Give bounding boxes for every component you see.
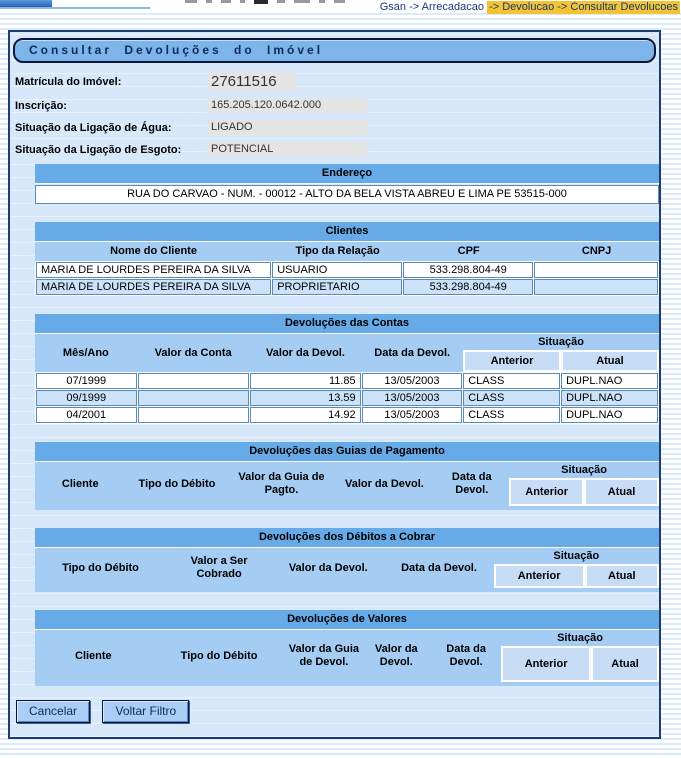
column-header: Cliente — [61, 477, 99, 490]
column-header: Valor da Devol. — [374, 643, 418, 668]
table-cell: 533.298.804-49 — [403, 262, 533, 278]
devolucoes-valores-title: Devoluções de Valores — [35, 610, 659, 630]
devolucoes-guias-title: Devoluções das Guias de Pagamento — [35, 442, 659, 462]
table-cell: 13/05/2003 — [362, 373, 463, 389]
devolucoes-debitos-section — [35, 528, 659, 592]
table-cell: DUPL.NAO — [561, 373, 658, 389]
cancelar-button[interactable]: Cancelar — [16, 700, 90, 723]
table-cell: DUPL.NAO — [561, 390, 658, 406]
situacao-header-group — [501, 630, 659, 682]
table-cell: PROPRIETARIO — [272, 279, 402, 295]
devolucoes-valores-header-row — [35, 630, 659, 686]
ligacao-esgoto-row — [15, 142, 659, 157]
situacao-label: Situação — [557, 632, 603, 644]
ligacao-agua-value: LIGADO — [207, 120, 367, 135]
devolucoes-valores-section — [35, 610, 659, 686]
table-cell: USUARIO — [272, 262, 402, 278]
endereco-section — [35, 164, 659, 204]
table-cell — [138, 407, 250, 423]
inscricao-value: 165.205.120.0642.000 — [207, 98, 367, 113]
situacao-label: Situação — [538, 336, 584, 348]
column-header: Tipo da Relação — [295, 245, 380, 257]
column-header: Data da Devol. — [374, 346, 451, 359]
table-cell — [534, 262, 658, 278]
situacao-anterior-header: Anterior — [501, 646, 591, 682]
table-row — [36, 262, 658, 278]
table-cell: 13.59 — [250, 390, 360, 406]
endereco-title: Endereço — [35, 164, 659, 184]
table-cell: CLASS — [463, 390, 560, 406]
devolucoes-contas-header-row — [35, 334, 659, 372]
devolucoes-contas-section — [35, 314, 659, 424]
situacao-atual-header: Atual — [585, 564, 659, 588]
column-header: Data da Devol. — [446, 643, 487, 668]
situacao-header-group — [463, 334, 659, 372]
table-row — [36, 279, 658, 295]
ligacao-esgoto-label: Situação da Ligação de Esgoto: — [15, 143, 182, 156]
table-cell: 13/05/2003 — [362, 407, 463, 423]
devolucoes-debitos-title: Devoluções dos Débitos a Cobrar — [35, 528, 659, 548]
situacao-label: Situação — [553, 550, 600, 562]
clipped-menubar-remnant — [185, 0, 345, 4]
devolucoes-contas-table — [35, 372, 659, 424]
column-header: Cliente — [75, 649, 112, 662]
action-buttons — [16, 700, 659, 723]
table-cell: 533.298.804-49 — [403, 279, 533, 295]
inscricao-label: Inscrição: — [15, 99, 67, 112]
column-header: Valor da Guia de Devol. — [288, 643, 360, 668]
table-cell: CLASS — [463, 373, 560, 389]
clientes-section — [35, 222, 659, 296]
table-cell: 07/1999 — [36, 373, 137, 389]
breadcrumb-path[interactable]: Gsan -> Arrecadacao — [379, 1, 488, 13]
table-cell: 09/1999 — [36, 390, 137, 406]
table-row — [36, 390, 658, 406]
column-header: Valor da Guia de Pagto. — [238, 471, 325, 496]
column-header: Tipo do Débito — [180, 649, 258, 662]
situacao-atual-header: Atual — [584, 478, 659, 506]
matricula-label: Matrícula do Imóvel: — [15, 75, 122, 88]
situacao-anterior-header: Anterior — [463, 350, 561, 372]
table-cell — [138, 373, 250, 389]
table-cell — [534, 279, 658, 295]
ligacao-agua-label: Situação da Ligação de Água: — [15, 121, 172, 134]
situacao-header-group — [494, 548, 659, 588]
column-header: Valor da Devol. — [266, 346, 345, 359]
voltar-filtro-button[interactable]: Voltar Filtro — [102, 700, 189, 723]
column-header: Valor a Ser Cobrado — [190, 555, 248, 580]
table-cell: MARIA DE LOURDES PEREIRA DA SILVA — [36, 262, 271, 278]
column-header: Tipo do Débito — [138, 477, 216, 490]
ligacao-esgoto-value: POTENCIAL — [207, 142, 367, 157]
column-header: Mês/Ano — [62, 346, 109, 359]
table-cell: DUPL.NAO — [561, 407, 658, 423]
column-header: Nome do Cliente — [110, 245, 197, 257]
main-panel — [8, 30, 661, 739]
endereco-value: RUA DO CARVAO - NUM. - 00012 - ALTO DA BELA VISTA ABREU E LIMA PE 53515-000 — [35, 185, 659, 204]
table-row — [36, 373, 658, 389]
column-header: Valor da Devol. — [288, 561, 368, 574]
matricula-value: 27611516 — [207, 72, 297, 91]
table-cell: 14.92 — [250, 407, 360, 423]
clientes-table — [35, 261, 659, 296]
inscricao-row — [15, 98, 659, 113]
column-header: Valor da Conta — [154, 346, 232, 359]
ligacao-agua-row — [15, 120, 659, 135]
clientes-header-row — [35, 242, 659, 261]
situacao-atual-header: Atual — [561, 350, 659, 372]
table-cell: CLASS — [463, 407, 560, 423]
situacao-atual-header: Atual — [591, 646, 659, 682]
devolucoes-debitos-header-row — [35, 548, 659, 592]
page-title: Consultar Devoluções do Imóvel — [13, 38, 656, 63]
situacao-anterior-header: Anterior — [509, 478, 584, 506]
table-cell: 04/2001 — [36, 407, 137, 423]
column-header: CPF — [457, 245, 480, 257]
table-cell: 11.85 — [250, 373, 360, 389]
table-cell: 13/05/2003 — [362, 390, 463, 406]
table-cell — [138, 390, 250, 406]
table-cell: MARIA DE LOURDES PEREIRA DA SILVA — [36, 279, 271, 295]
clipped-header-bar-line — [0, 7, 150, 9]
property-summary-form — [15, 72, 659, 157]
matricula-row — [15, 72, 659, 91]
clientes-title: Clientes — [35, 222, 659, 242]
column-header: Data da Devol. — [401, 561, 477, 574]
column-header: Valor da Devol. — [344, 477, 424, 490]
devolucoes-guias-header-row — [35, 462, 659, 510]
table-row — [36, 407, 658, 423]
situacao-anterior-header: Anterior — [494, 564, 585, 588]
devolucoes-contas-title: Devoluções das Contas — [35, 314, 659, 334]
breadcrumb-current[interactable]: -> Devolucao -> Consultar Devolucoes — [489, 1, 678, 13]
column-header: Tipo do Débito — [62, 561, 139, 574]
situacao-header-group — [509, 462, 659, 506]
column-header: Data da Devol. — [451, 471, 492, 496]
situacao-label: Situação — [561, 464, 607, 476]
column-header: CNPJ — [581, 245, 612, 257]
devolucoes-guias-section — [35, 442, 659, 510]
breadcrumb[interactable] — [380, 1, 680, 13]
